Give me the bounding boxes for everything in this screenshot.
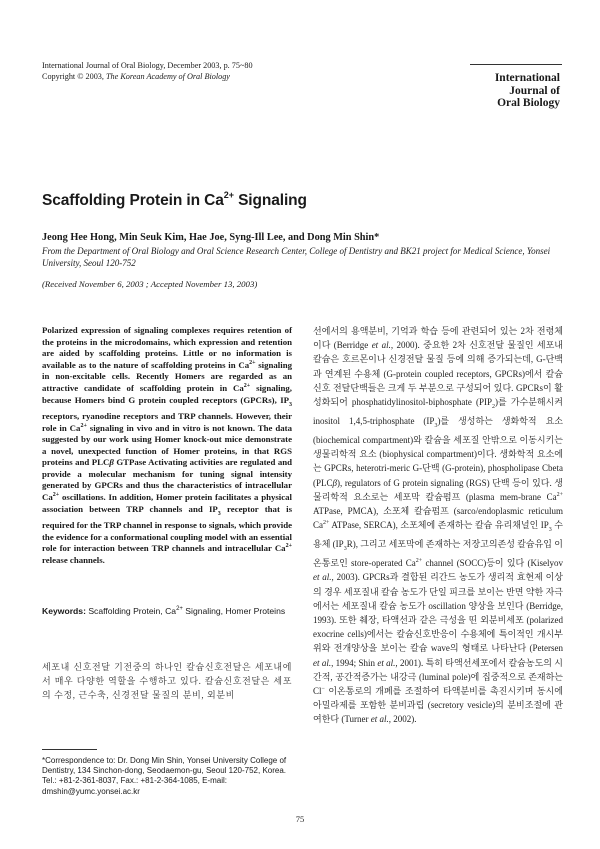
copyright-line <box>42 71 230 82</box>
body-part: 2001). 특히 타액선세포에서 칼슘농도의 시간적, 공간적증가는 내강극 (luminal pole)에 집중적으로 존재하는 Cl <box>313 657 563 697</box>
body-part: 수용체 (IP <box>313 520 563 550</box>
beta-symbol: β <box>109 457 114 468</box>
sup-ca: 2+ <box>80 422 87 429</box>
body-part: )를 가수분해시켜 inositol 1,4,5-triphosphate (IP <box>313 397 563 427</box>
page-number: 75 <box>295 814 305 824</box>
keywords <box>42 606 292 618</box>
sub-3: 3 <box>434 422 438 429</box>
body-part: 2000). 중요한 2차 신호전달 물질인 세포내 칼슘은 호르몬이나 신경전달 물질 등에 의해 증가되는데, G-단백과 연계된 수용체 (G-protein coupled receptors, GPCRs)에서 칼슘신호 전달단백들은 크게 두 부분으로 구성되어 있다. GPCRs이 활성화되어 phosphatidylinositol-biphosphate (PIP <box>313 340 563 408</box>
abstract-part: signaling in non-excitable cells. Recently Homers are regarded as an attractive candidate of scaffolding protein in Ca <box>42 359 292 393</box>
body-part: 2003). GPCRs과 결합된 리간드 농도가 생리적 효현제 이상의 경우 세포질내 칼슘 농도가 단일 피크를 보이는 반면 약한 자극에서는 세포질내 칼슘 농도가 oscillation 양상을 보인다 (Berridge, 1993). 또한 췌장, 타액선과 같은 극성을 띤 외분비세포 (polarized exocrine cells)에서는 칼슘신호반응이 수용체에 특이적인 개시부위와 전개양상을 보이는 칼슘 wave의 형태로 나타난다 (Petersen <box>313 572 563 654</box>
abstract-part: receptors, ryanodine receptors and TRP channels. However, their role in Ca <box>42 410 292 433</box>
intro-paragraph: 세포내 신호전달 기전중의 하나인 칼슘신호전달은 세포내에서 매우 다양한 역할을 수행하고 있다. 칼슘신호전달은 세포의 수정, 근수축, 신경전달 물질의 분비, 외분비 <box>42 662 292 701</box>
journal-citation: International Journal of Oral Biology, December 2003, p. 75~80 <box>42 61 253 70</box>
body-part: 선에서의 용액분비, 기억과 학습 등에 관련되어 있는 2차 전령체이다 (Berridge <box>313 326 563 351</box>
body-part: 이온통로의 개폐를 조절하여 타액분비를 촉진시키며 동시에 아밀라제를 포함한 분비과립 (secretory vesicle)의 분비조절에 관여한다 (Turner <box>313 686 563 725</box>
keywords-label: Keywords: <box>42 606 86 616</box>
abstract-part: receptor that is required for the TRP channel in response to signals, which provide the evidence for a conformational coupling model with an essential role for interaction between TRP channels and intracellular Ca <box>42 503 293 554</box>
body-part: ATPase, SERCA), 소포체에 존재하는 칼슘 유리채널인 IP <box>329 520 549 531</box>
sup-ca: 2+ <box>323 520 330 527</box>
title-superscript: 2+ <box>223 190 234 200</box>
authors: Jeong Hee Hong, Min Seuk Kim, Hae Joe, Syng-Ill Lee, and Dong Min Shin* <box>42 232 380 243</box>
sub-3: 3 <box>217 510 221 517</box>
sup-ca: 2+ <box>243 382 251 389</box>
body-part: )를 생성하는 생화학적 요소 (biochemical compartment)와 칼슘을 세포질 안밖으로 이동시키는 생물리학적 요소 (biophysical compartment)이다. 생화학적 요소에는 GPCRs, heterotri-meric G-단백 (G-protein), phospholipase Cbeta (PLC <box>313 416 563 488</box>
abstract-part: signaling, because Homers bind G protein coupled receptors (GPCRs), IP <box>42 382 293 405</box>
sup-minus: − <box>321 686 325 693</box>
correspondence-footnote: *Correspondence to: Dr. Dong Min Shin, Yonsei University College of Dentistry, 134 Sinchon-dong, Seodaemon-gu, Seoul 120-752, Korea. Tel.: +81-2-361-8037, Fax.: +81-2-364-1085, E-mail: dmshin@yumc.yonsei.ac.kr <box>42 756 287 796</box>
abstract-part: release channels. <box>42 554 105 565</box>
sup-ca: 2+ <box>176 606 183 612</box>
brand-line-1: International <box>494 72 560 84</box>
abstract-part: signaling in vivo and in vitro is not known. The data suggested by our work using Homer knock-out mice demonstrate a novel, unexpected function of Homer proteins, in that RGS proteins and PLC <box>42 422 292 468</box>
et-al: et al., <box>370 714 391 725</box>
keywords-text: Signaling, Homer Proteins <box>182 606 286 616</box>
abstract-part: oscillations. In addition, Homer protein facilitates a physical association between TRP channels and IP <box>42 492 292 514</box>
brand-line-3: Oral Biology <box>497 97 560 109</box>
journal-brand <box>470 72 560 110</box>
sup-ca: 2+ <box>285 543 292 550</box>
sup-ca: 2+ <box>249 359 256 366</box>
et-al: et al., <box>313 572 334 583</box>
title-main: Scaffolding Protein in Ca <box>42 192 224 209</box>
copyright-society: The Korean Academy of Oral Biology <box>106 72 230 81</box>
body-part: 1994; Shin <box>333 657 378 668</box>
body-part: ATPase, PMCA), 소포체 칼슘펌프 (sarco/endoplasmic reticulum Ca <box>313 506 563 531</box>
sup-ca: 2+ <box>556 491 563 498</box>
copyright-prefix: Copyright © 2003, <box>42 72 104 81</box>
sub-3: 3 <box>289 401 292 408</box>
keywords-text: Scaffolding Protein, Ca <box>85 606 177 616</box>
sup-ca: 2+ <box>415 558 423 565</box>
body-part: ), regulators of G protein signaling (RGS) 단백 등이 있다. 생물리학적 요소로는 세포막 칼슘펌프 (plasma mem-brane Ca <box>313 477 563 502</box>
brand-line-2: Journal of <box>509 84 560 97</box>
sub-3: 3 <box>343 546 347 553</box>
et-al: et al., <box>313 657 334 668</box>
body-part: R), 그리고 세포막에 존재하는 저장고의존성 칼슘유입 이온통로인 store-operated Ca <box>313 539 563 569</box>
received-dates: (Received November 6, 2003 ; Accepted November 13, 2003) <box>42 279 258 289</box>
body-part: channel (SOCC)등이 있다 (Kiselyov <box>422 558 563 569</box>
brand-rule <box>470 64 562 65</box>
footnote-rule <box>42 749 97 750</box>
sub-3: 3 <box>548 527 552 534</box>
abstract-part: Polarized expression of signaling complexes requires retention of the proteins in the microdomains, which expression and retention are aided by scaffolding proteins. Little or no information is available as to the nature of scaffolding proteins in Ca <box>42 325 292 370</box>
body-text-right-column <box>313 324 563 727</box>
et-al: et al., <box>377 657 398 668</box>
body-part: 2002). <box>391 714 417 725</box>
sub-2: 2 <box>492 403 496 410</box>
sup-ca: 2+ <box>52 492 60 499</box>
title-end: Signaling <box>233 192 307 209</box>
article-title <box>42 190 307 210</box>
affiliation: From the Department of Oral Biology and Oral Science Research Center, College of Dentistry and BK21 project for Medical Science, Yonsei University, Seoul 120-752 <box>42 246 551 268</box>
abstract <box>42 325 292 566</box>
beta-symbol: β <box>332 477 337 488</box>
abstract-part: GTPase Activating activities are regulated and provide a molecular mechanism for tuning signal intensity generated by GPCRs and thus the characteristics of intracellular Ca <box>42 457 293 503</box>
et-al: et al., <box>371 340 394 351</box>
